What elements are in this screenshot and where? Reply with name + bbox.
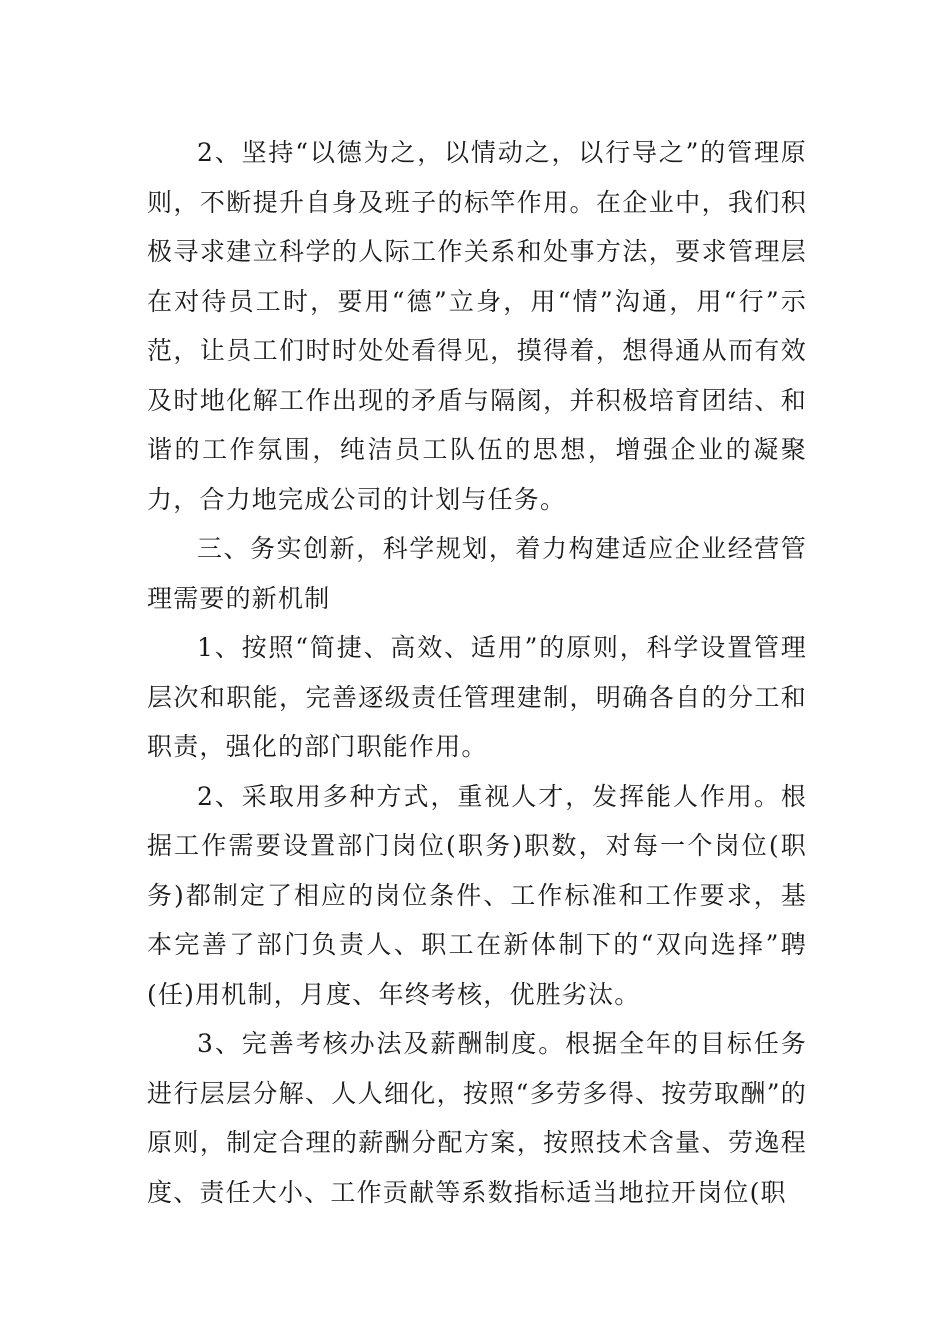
paragraph-structure-setup: 1、按照“简捷、高效、适用”的原则，科学设置管理层次和职能，完善逐级责任管理建制，明确各自的分工和职责，强化的部门职能作用。 bbox=[147, 633, 807, 761]
paragraph-principle-management: 2、坚持“以德为之，以情动之，以行导之”的管理原则，不断提升自身及班子的标竿作用。在企业中，我们积极寻求建立科学的人际工作关系和处事方法，要求管理层在对待员工时，要用“德”立身，用“情”沟通，用“行”示范，让员工们时时处处看得见，摸得着，想得通从而有效及时地化解工作出现的矛盾与隔阂，并积极培育团结、和谐的工作氛围，纯洁员工队伍的思想，增强企业的凝聚力，合力地完成公司的计划与任务。 bbox=[147, 138, 807, 514]
paragraph-talent-mechanism: 2、采取用多种方式，重视人才，发挥能人作用。根据工作需要设置部门岗位(职务)职数，对每一个岗位(职务)都制定了相应的岗位条件、工作标准和工作要求，基本完善了部门负责人、职工在新体制下的“双向选择”聘(任)用机制，月度、年终考核，优胜劣汰。 bbox=[147, 781, 807, 1009]
paragraph-assessment-salary: 3、完善考核办法及薪酬制度。根据全年的目标任务进行层层分解、人人细化，按照“多劳多得、按劳取酬”的原则，制定合理的薪酬分配方案，按照技术含量、劳逸程度、责任大小、工作贡献等系数指标适当地拉开岗位(职 bbox=[147, 1029, 807, 1207]
section-heading-three: 三、务实创新，科学规划，着力构建适应企业经营管理需要的新机制 bbox=[147, 534, 807, 613]
document-body bbox=[147, 128, 807, 1217]
